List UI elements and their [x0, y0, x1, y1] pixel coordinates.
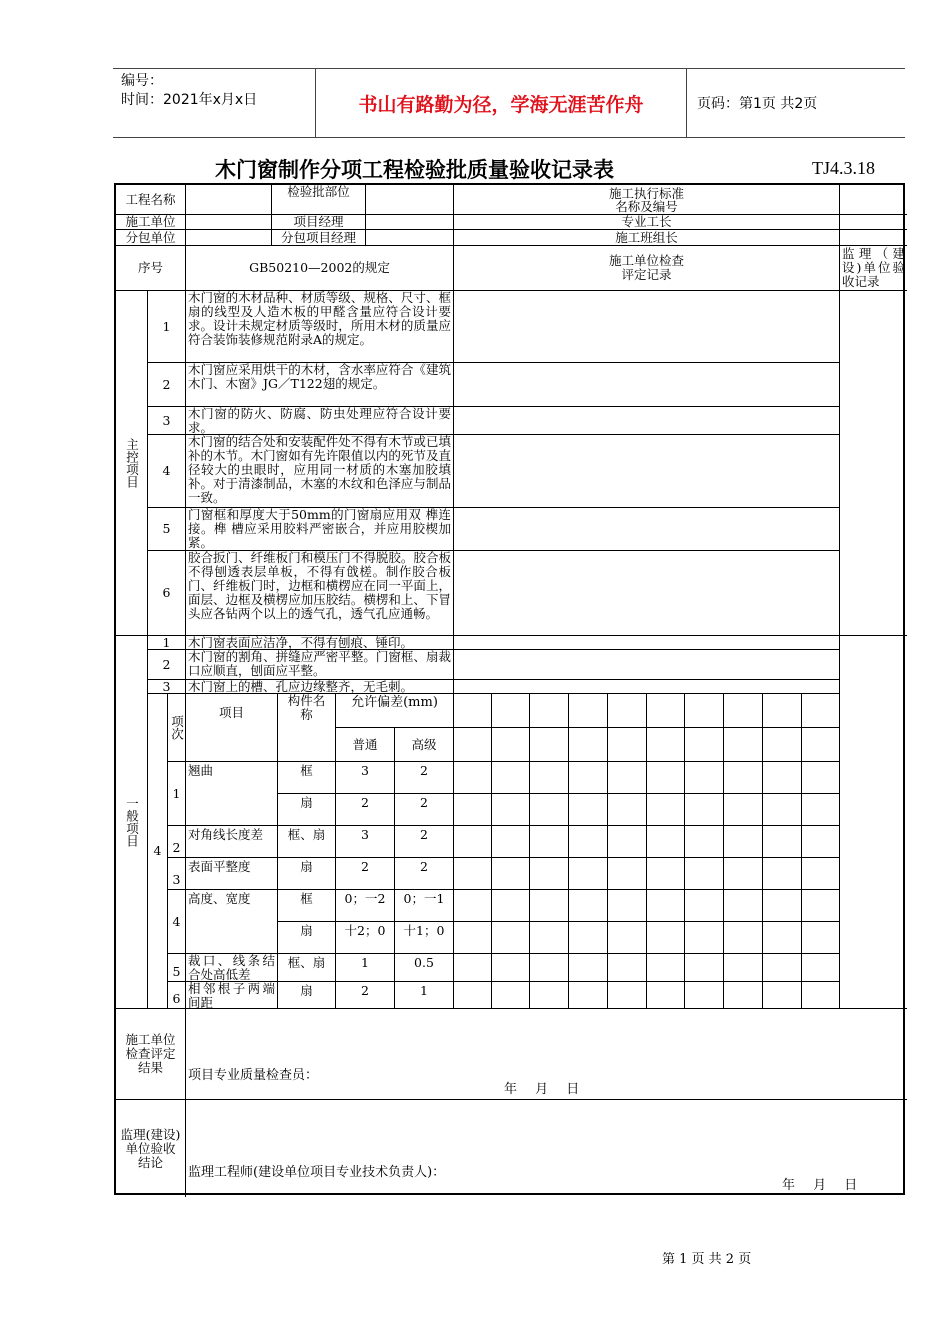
- tolerance-high-header: 高级: [395, 728, 454, 762]
- inspection-form-table: [114, 183, 905, 1195]
- main-item-check[interactable]: [454, 508, 840, 551]
- construction-unit-label: 施工单位: [116, 215, 186, 230]
- tolerance-seq-header: 项次: [168, 694, 186, 762]
- sub-manager-input[interactable]: [366, 230, 454, 246]
- measurement-cell[interactable]: [530, 982, 569, 1009]
- measurement-cell[interactable]: [492, 826, 530, 858]
- measurement-cell[interactable]: [802, 762, 840, 794]
- project-manager-label: 项目经理: [272, 215, 366, 230]
- foreman-label: 专业工长: [454, 215, 840, 230]
- rule-header: GB50210—2002的规定: [186, 246, 454, 291]
- construction-unit-input[interactable]: [186, 215, 272, 230]
- measurement-cell[interactable]: [724, 694, 763, 728]
- tolerance-high: 1: [395, 982, 454, 1009]
- measurement-cell[interactable]: [685, 922, 724, 954]
- tolerance-row-item: 裁口、线条结合处高低差: [186, 954, 278, 982]
- measurement-cell[interactable]: [608, 982, 647, 1009]
- main-item-check[interactable]: [454, 435, 840, 508]
- measurement-cell[interactable]: [608, 890, 647, 922]
- general-item-check[interactable]: [454, 650, 840, 680]
- team-leader-input[interactable]: [840, 230, 907, 246]
- general-item-check[interactable]: [454, 636, 840, 650]
- form-code: TJ4.3.18: [812, 158, 875, 178]
- measurement-cell[interactable]: [608, 954, 647, 982]
- tolerance-row-item: 对角线长度差: [186, 826, 278, 858]
- subcontractor-input[interactable]: [186, 230, 272, 246]
- measurement-cell[interactable]: [685, 982, 724, 1009]
- sub-manager-label: 分包项目经理: [272, 230, 366, 246]
- header-motto: 书山有路勤为径，学海无涯苦作舟: [315, 69, 687, 137]
- measurement-cell[interactable]: [492, 794, 530, 826]
- seq-header: 序号: [116, 246, 186, 291]
- measurement-cell[interactable]: [569, 858, 608, 890]
- main-item-no: 6: [148, 551, 186, 636]
- measurement-cell[interactable]: [647, 890, 685, 922]
- header-meta: [113, 69, 315, 137]
- main-item-text: 木门窗的结合处和安装配件处不得有木节或已填补的木节。木门窗如有先许限值以内的死节及直径较大的虫眼时，应用同一材质的木塞加胶填补。对于清漆制品，木塞的木纹和色泽应与制品一致。: [186, 435, 454, 508]
- measurement-cell[interactable]: [647, 982, 685, 1009]
- measurement-cell[interactable]: [492, 890, 530, 922]
- batch-location-label: 检验批部位: [272, 185, 366, 215]
- project-name-input[interactable]: [186, 185, 272, 215]
- measurement-cell[interactable]: [530, 890, 569, 922]
- supervision-record-header: 监理（建设)单位验收记录: [842, 246, 905, 289]
- general-item-no: 3: [148, 680, 186, 694]
- measurement-cell[interactable]: [685, 762, 724, 794]
- measurement-cell[interactable]: [763, 858, 802, 890]
- measurement-cell[interactable]: [492, 922, 530, 954]
- measurement-cell[interactable]: [802, 826, 840, 858]
- tolerance-group-no: 4: [148, 694, 168, 1009]
- tolerance-row-no: 2: [168, 826, 186, 858]
- general-item-check[interactable]: [454, 680, 840, 694]
- supervision-engineer-label: 监理工程师(建设单位项目专业技术负责人)：: [188, 1165, 446, 1180]
- construction-date: 年 月 日: [504, 1082, 580, 1097]
- general-items-label: 一般项目: [116, 636, 148, 1009]
- measurement-cell[interactable]: [530, 954, 569, 982]
- measurement-cell[interactable]: [454, 762, 492, 794]
- measurement-cell[interactable]: [763, 826, 802, 858]
- tolerance-normal: 1: [336, 954, 395, 982]
- supervision-date: 年 月 日: [782, 1178, 858, 1193]
- main-item-no: 2: [148, 363, 186, 407]
- main-item-no: 3: [148, 407, 186, 435]
- tolerance-normal: 0；一2: [336, 890, 395, 922]
- main-item-text: 胶合扳门、纤维板门和模压门不得脱胶。胶合板不得刨透表层单板，不得有戗槎。制作胶合板门、纤维板门时，边框和横楞应在同一平面上，面层、边框及横楞应加压胶结。横楞和上、下冒头应各钻两个以上的透气孔，透气孔应通畅。: [186, 551, 454, 636]
- measurement-cell[interactable]: [569, 762, 608, 794]
- main-item-no: 4: [148, 435, 186, 508]
- measurement-cell[interactable]: [454, 728, 492, 762]
- measurement-cell[interactable]: [802, 890, 840, 922]
- measurement-cell[interactable]: [569, 728, 608, 762]
- tolerance-high: 2: [395, 826, 454, 858]
- tolerance-normal: 3: [336, 826, 395, 858]
- general-supervision-cell[interactable]: [840, 636, 907, 1009]
- measurement-cell[interactable]: [724, 826, 763, 858]
- tolerance-row-item: 翘曲: [186, 762, 278, 826]
- measurement-cell[interactable]: [724, 858, 763, 890]
- tolerance-part: 扇: [278, 982, 336, 1009]
- measurement-cell[interactable]: [608, 858, 647, 890]
- measurement-cell[interactable]: [724, 954, 763, 982]
- main-item-check[interactable]: [454, 407, 840, 435]
- measurement-cell[interactable]: [492, 728, 530, 762]
- tolerance-part: 扇: [278, 922, 336, 954]
- tolerance-row-no: 5: [168, 954, 186, 982]
- tolerance-row-no: 1: [168, 762, 186, 826]
- measurement-cell[interactable]: [569, 982, 608, 1009]
- tolerance-normal: 3: [336, 762, 395, 794]
- measurement-cell[interactable]: [647, 762, 685, 794]
- measurement-cell[interactable]: [569, 954, 608, 982]
- measurement-cell[interactable]: [647, 826, 685, 858]
- tolerance-part: 扇: [278, 794, 336, 826]
- tolerance-part: 框: [278, 890, 336, 922]
- measurement-cell[interactable]: [492, 982, 530, 1009]
- main-supervision-cell[interactable]: [840, 291, 907, 636]
- measurement-cell[interactable]: [492, 954, 530, 982]
- standard-name-input[interactable]: [840, 185, 907, 215]
- measurement-cell[interactable]: [608, 762, 647, 794]
- tolerance-part: 框、扇: [278, 954, 336, 982]
- measurement-cell[interactable]: [685, 728, 724, 762]
- measurement-cell[interactable]: [569, 694, 608, 728]
- measurement-cell[interactable]: [492, 762, 530, 794]
- measurement-cell[interactable]: [569, 826, 608, 858]
- measurement-cell[interactable]: [685, 954, 724, 982]
- tolerance-high: 2: [395, 794, 454, 826]
- tolerance-item-header: 项目: [186, 694, 278, 762]
- measurement-cell[interactable]: [647, 728, 685, 762]
- measurement-cell[interactable]: [530, 762, 569, 794]
- tolerance-part: 扇: [278, 858, 336, 890]
- page-header: [113, 68, 905, 138]
- measurement-cell[interactable]: [530, 728, 569, 762]
- measurement-cell[interactable]: [724, 922, 763, 954]
- form-title: 木门窗制作分项工程检验批质量验收记录表: [215, 158, 614, 182]
- main-item-text: 木门窗应采用烘干的木材，含水率应符合《建筑木门、木窗》JG／T122翅的规定。: [186, 363, 454, 407]
- quality-inspector-label: 项目专业质量检查员：: [188, 1068, 319, 1083]
- measurement-cell[interactable]: [454, 826, 492, 858]
- measurement-cell[interactable]: [763, 794, 802, 826]
- general-item-no: 1: [148, 636, 186, 650]
- measurement-cell[interactable]: [608, 922, 647, 954]
- tolerance-normal: 2: [336, 858, 395, 890]
- measurement-cell[interactable]: [647, 694, 685, 728]
- general-item-text: 木门窗的割角、拼缝应严密平整。门窗框、扇裁口应顺直，刨面应平整。: [186, 650, 454, 680]
- project-name-label: 工程名称: [116, 185, 186, 215]
- measurement-cell[interactable]: [569, 922, 608, 954]
- page-number: 页码：第1页 共2页: [697, 96, 818, 112]
- tolerance-normal: 2: [336, 982, 395, 1009]
- doc-number-label: 编号：: [121, 73, 163, 89]
- measurement-cell[interactable]: [763, 982, 802, 1009]
- time-label: 时间：2021年x月x日: [121, 92, 258, 108]
- measurement-cell[interactable]: [530, 826, 569, 858]
- tolerance-row-no: 4: [168, 890, 186, 954]
- measurement-cell[interactable]: [608, 694, 647, 728]
- measurement-cell[interactable]: [492, 858, 530, 890]
- main-item-check[interactable]: [454, 551, 840, 636]
- main-control-label: 主控项目: [116, 291, 148, 636]
- measurement-cell[interactable]: [763, 762, 802, 794]
- measurement-cell[interactable]: [802, 794, 840, 826]
- measurement-cell[interactable]: [647, 954, 685, 982]
- tolerance-high: 0.5: [395, 954, 454, 982]
- main-item-check[interactable]: [454, 363, 840, 407]
- supervision-conclusion-label: 监理(建设)单位验收结论: [116, 1100, 186, 1197]
- team-leader-label: 施工班组长: [454, 230, 840, 246]
- tolerance-row-no: 3: [168, 858, 186, 890]
- page-footer: 第 1 页 共 2 页: [662, 1252, 752, 1267]
- tolerance-normal: 2: [336, 794, 395, 826]
- tolerance-normal: 十2；0: [336, 922, 395, 954]
- tolerance-high: 2: [395, 858, 454, 890]
- measurement-cell[interactable]: [454, 982, 492, 1009]
- measurement-cell[interactable]: [763, 728, 802, 762]
- main-item-text: 木门窗的防火、防腐、防虫处理应符合设计要求。: [186, 407, 454, 435]
- main-item-no: 5: [148, 508, 186, 551]
- standard-name-label: 施工执行标准名称及编号: [454, 185, 840, 215]
- measurement-cell[interactable]: [569, 794, 608, 826]
- supervision-conclusion-cell[interactable]: [186, 1100, 907, 1197]
- measurement-cell[interactable]: [647, 858, 685, 890]
- measurement-cell[interactable]: [763, 890, 802, 922]
- tolerance-normal-header: 普通: [336, 728, 395, 762]
- general-item-text: 木门窗表面应洁净，不得有刨痕、锤印。: [186, 636, 454, 650]
- tolerance-row-no: 6: [168, 982, 186, 1009]
- project-manager-input[interactable]: [366, 215, 454, 230]
- measurement-cell[interactable]: [802, 922, 840, 954]
- measurement-cell[interactable]: [802, 858, 840, 890]
- measurement-cell[interactable]: [724, 794, 763, 826]
- measurement-cell[interactable]: [608, 728, 647, 762]
- tolerance-row-item: 相邻根子两端间距: [186, 982, 278, 1009]
- measurement-cell[interactable]: [724, 982, 763, 1009]
- measurement-cell[interactable]: [763, 954, 802, 982]
- main-item-text: 木门窗的木材品种、材质等级、规格、尺寸、框扇的线型及人造木板的甲醛含量应符合设计要求。设计未规定材质等级时，所用木材的质量应符合装饰装修规范附录A的规定。: [186, 291, 454, 363]
- measurement-cell[interactable]: [724, 890, 763, 922]
- measurement-cell[interactable]: [802, 728, 840, 762]
- measurement-cell[interactable]: [454, 858, 492, 890]
- construction-result-cell[interactable]: [186, 1009, 907, 1100]
- measurement-cell[interactable]: [802, 954, 840, 982]
- measurement-cell[interactable]: [530, 794, 569, 826]
- measurement-cell[interactable]: [685, 826, 724, 858]
- main-item-no: 1: [148, 291, 186, 363]
- subcontractor-label: 分包单位: [116, 230, 186, 246]
- check-record-header: 施工单位检查评定记录: [454, 246, 840, 291]
- measurement-cell[interactable]: [492, 694, 530, 728]
- measurement-cell[interactable]: [569, 890, 608, 922]
- measurement-cell[interactable]: [685, 694, 724, 728]
- tolerance-part-header: 构件名称: [278, 694, 336, 762]
- tolerance-part: 框: [278, 762, 336, 794]
- construction-result-label: 施工单位检查评定结果: [116, 1009, 186, 1100]
- foreman-input[interactable]: [840, 215, 907, 230]
- measurement-cell[interactable]: [647, 794, 685, 826]
- tolerance-high: 2: [395, 762, 454, 794]
- batch-location-input[interactable]: [366, 185, 454, 215]
- tolerance-row-item: 表面平整度: [186, 858, 278, 890]
- measurement-cell[interactable]: [608, 826, 647, 858]
- measurement-cell[interactable]: [685, 890, 724, 922]
- tolerance-high: 0；一1: [395, 890, 454, 922]
- measurement-cell[interactable]: [763, 922, 802, 954]
- tolerance-part: 框、扇: [278, 826, 336, 858]
- measurement-cell[interactable]: [454, 890, 492, 922]
- measurement-cell[interactable]: [530, 922, 569, 954]
- measurement-cell[interactable]: [530, 858, 569, 890]
- tolerance-high: 十1；0: [395, 922, 454, 954]
- measurement-cell[interactable]: [530, 694, 569, 728]
- measurement-cell[interactable]: [454, 954, 492, 982]
- measurement-cell[interactable]: [685, 858, 724, 890]
- measurement-cell[interactable]: [454, 922, 492, 954]
- measurement-cell[interactable]: [802, 982, 840, 1009]
- measurement-cell[interactable]: [454, 694, 492, 728]
- measurement-cell[interactable]: [802, 694, 840, 728]
- measurement-cell[interactable]: [608, 794, 647, 826]
- general-item-text: 木门窗上的槽、孔应边缘整齐，无毛刺。: [186, 680, 454, 694]
- measurement-cell[interactable]: [647, 922, 685, 954]
- measurement-cell[interactable]: [685, 794, 724, 826]
- tolerance-row-item: 高度、宽度: [186, 890, 278, 954]
- measurement-cell[interactable]: [454, 794, 492, 826]
- main-item-check[interactable]: [454, 291, 840, 363]
- measurement-cell[interactable]: [763, 694, 802, 728]
- measurement-cell[interactable]: [724, 762, 763, 794]
- main-item-text: 门窗框和厚度大于50mm的门窗扇应用双 榫连接。榫 槽应采用胶料严密嵌合，并应用胶楔加紧。: [186, 508, 454, 551]
- measurement-cell[interactable]: [724, 728, 763, 762]
- tolerance-allow-header: 允许偏差(mm): [336, 694, 454, 728]
- general-item-no: 2: [148, 650, 186, 680]
